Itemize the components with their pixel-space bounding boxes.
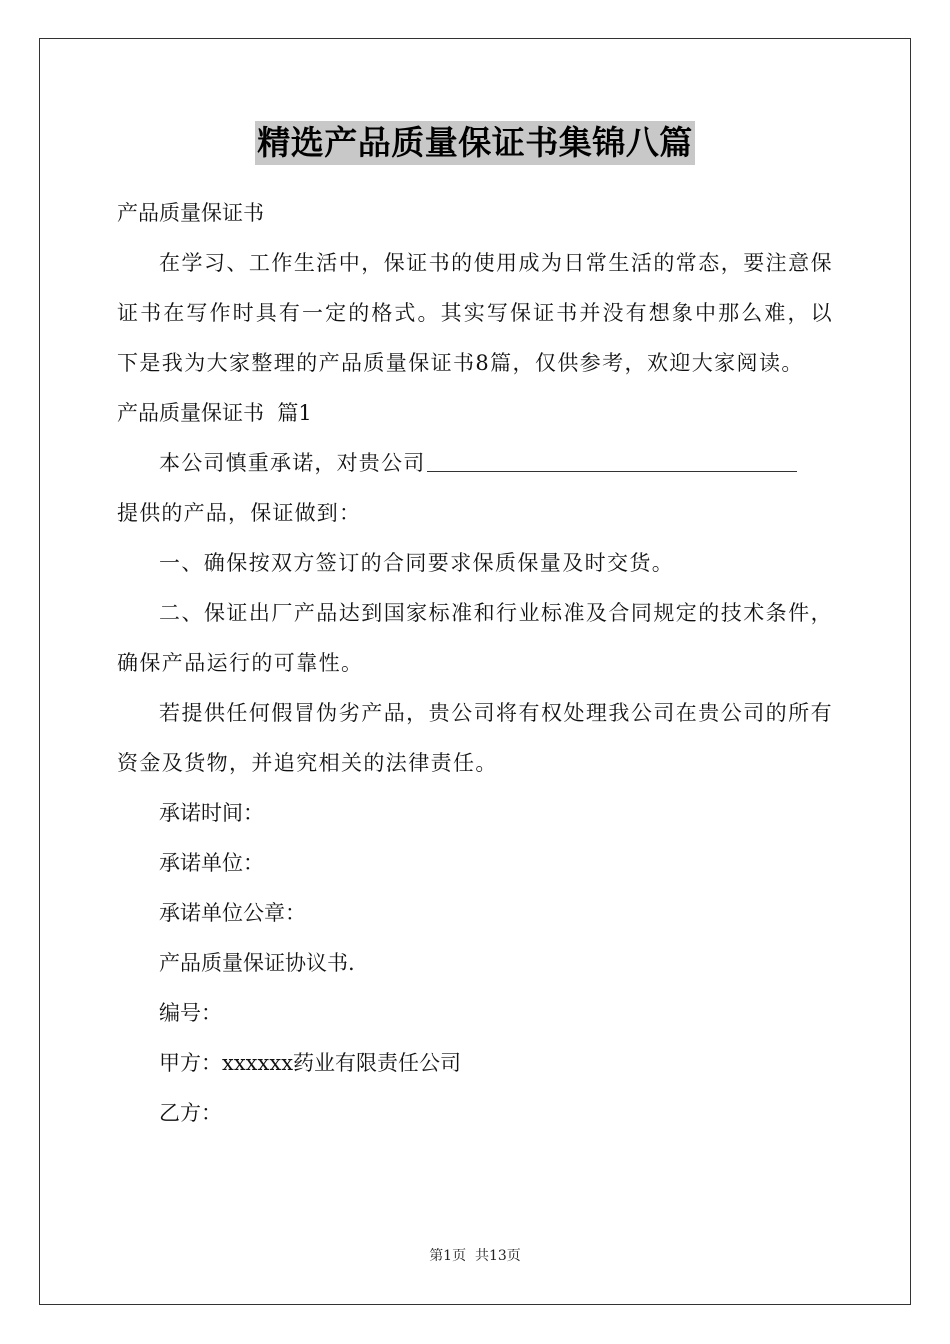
commitment-suffix: 提供的产品，保证做到： — [117, 501, 362, 525]
penalty-paragraph: 若提供任何假冒伪劣产品，贵公司将有权处理我公司在贵公司的所有资金及货物，并追究相关的法律责任。 — [117, 701, 833, 775]
document-subtitle: 产品质量保证书 — [117, 201, 264, 225]
commit-time-label: 承诺时间： — [159, 801, 264, 825]
party-b-line: 乙方： — [159, 1101, 222, 1125]
party-a-line: 甲方：xxxxxx药业有限责任公司 — [159, 1051, 462, 1075]
commitment-prefix: 本公司慎重承诺，对贵公司 — [159, 451, 426, 475]
commitment-item-1: 一、确保按双方签订的合同要求保质保量及时交货。 — [159, 551, 675, 575]
commit-seal-label: 承诺单位公章： — [159, 901, 306, 925]
document-body — [117, 120, 833, 1138]
section-heading: 产品质量保证书 篇1 — [117, 401, 312, 425]
agreement-title: 产品质量保证协议书. — [159, 951, 355, 975]
commit-unit-label: 承诺单位： — [159, 851, 264, 875]
commitment-item-2: 二、保证出厂产品达到国家标准和行业标准及合同规定的技术条件，确保产品运行的可靠性。 — [117, 601, 833, 675]
blank-underline — [427, 449, 797, 472]
intro-paragraph: 在学习、工作生活中，保证书的使用成为日常生活的常态，要注意保证书在写作时具有一定的格式。其实写保证书并没有想象中那么难，以下是我为大家整理的产品质量保证书8篇，仅供参考，欢迎大家阅读。 — [117, 251, 833, 375]
commitment-line — [117, 438, 833, 488]
page-footer: 第1页 共13页 — [429, 1248, 521, 1264]
document-title: 精选产品质量保证书集锦八篇 — [255, 121, 695, 165]
document-title-wrapper — [117, 120, 833, 178]
number-label: 编号： — [159, 1001, 222, 1025]
